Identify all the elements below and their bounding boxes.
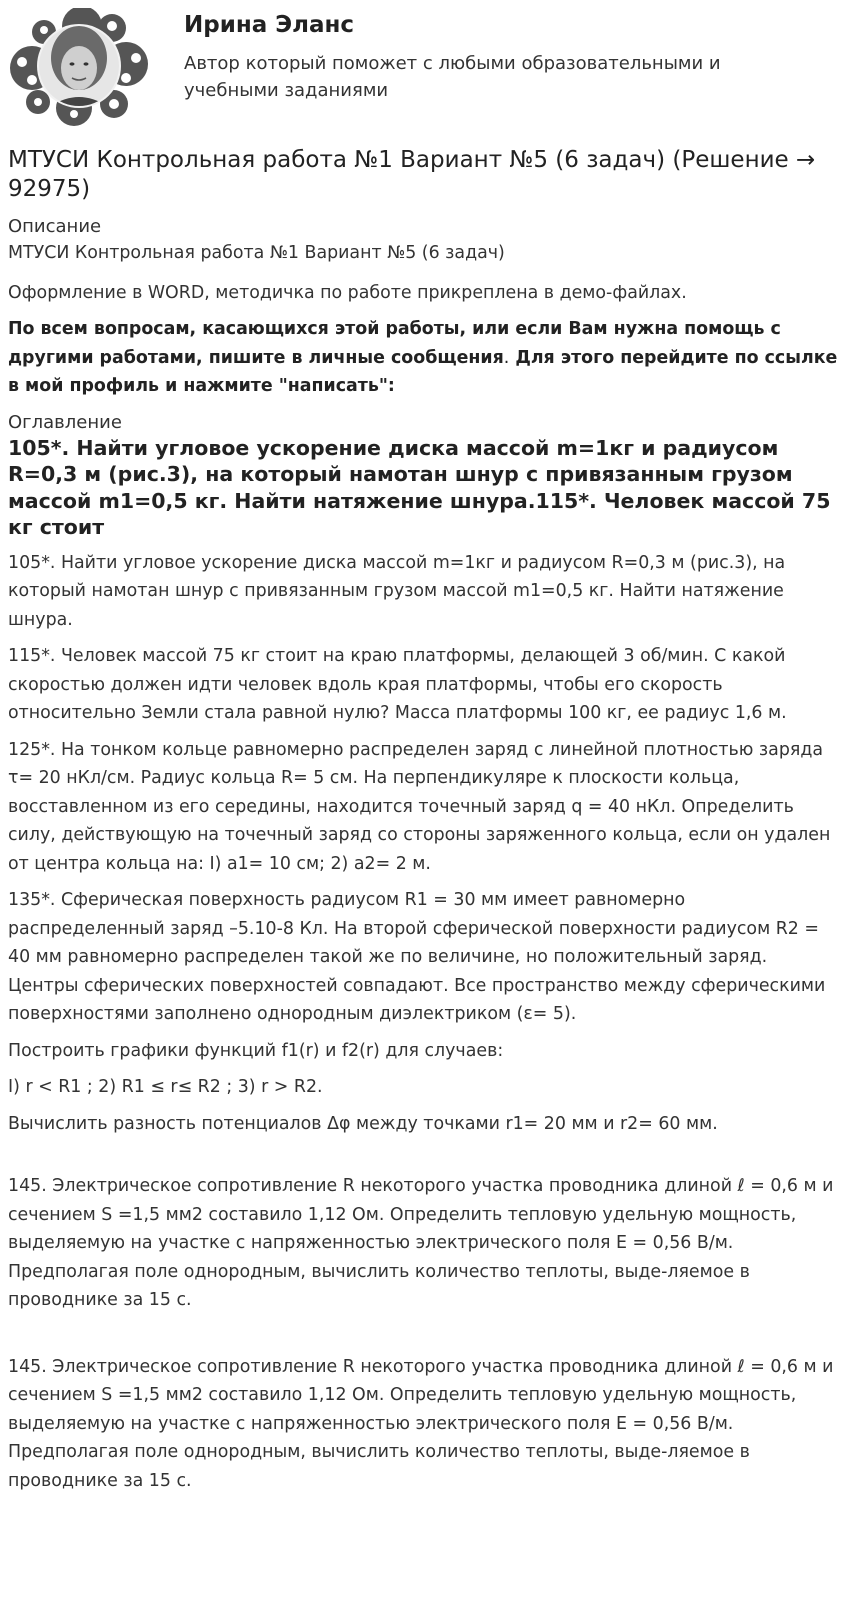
author-card — [8, 8, 838, 128]
work-content — [8, 146, 840, 1503]
description-text: МТУСИ Контрольная работа №1 Вариант №5 (6 задач) — [8, 243, 505, 263]
toc-heading: 105*. Найти угловое ускорение диска массой m=1кг и радиусом R=0,3 м (рис.3), на который намотан шнур с привязанным грузом массой m1=0,5 кг. Найти натяжение шнура.115*. Человек массой 75 кг стоит — [8, 435, 831, 539]
author-avatar[interactable] — [8, 8, 150, 126]
spacer — [8, 1146, 840, 1172]
problem-135-cases: I) r < R1 ; 2) R1 ≤ r≤ R2 ; 3) r > R2. — [8, 1077, 323, 1097]
description-label: Описание — [8, 216, 102, 237]
problem-135-potential: Вычислить разность потенциалов Δφ между точками r1= 20 мм и r2= 60 мм. — [8, 1113, 718, 1134]
problem-105: 105*. Найти угловое ускорение диска массой m=1кг и радиусом R=0,3 м (рис.3), на который намотан шнур с привязанным грузом массой m1=0,5 кг. Найти натяжение шнура. — [8, 552, 786, 630]
spacer — [8, 1323, 840, 1353]
format-note: Оформление в WORD, методичка по работе прикреплена в демо-файлах. — [8, 282, 687, 303]
page-title: МТУСИ Контрольная работа №1 Вариант №5 (6 задач) (Решение → 92975) — [8, 147, 816, 202]
contact-note-part-2: Для этого перейдите по ссылке в мой профиль и нажмите "написать": — [8, 347, 838, 396]
problem-145-second: 145. Электрическое сопротивление R некоторого участка проводника длиной ℓ = 0,6 м и сечением S =1,5 мм2 составило 1,12 Ом. Определить тепловую удельную мощность, выделяемую на участке с напряженностью электрического поля E = 0,56 В/м. Предполагая поле однородным, вычислить количество теплоты, выде-ляемое в проводнике за 15 с. — [8, 1356, 834, 1491]
problem-135: 135*. Сферическая поверхность радиусом R1 = 30 мм имеет равномерно распределенный заряд –5.10-8 Кл. На второй сферической поверхности радиусом R2 = 40 мм равномерно распределен такой же по величине, но положительный заряд. Центры сферических поверхностей совпадают. Все пространство между сферическими поверхностями заполнено однородным диэлектриком (ε= 5). — [8, 890, 826, 1024]
problem-145-first: 145. Электрическое сопротивление R некоторого участка проводника длиной ℓ = 0,6 м и сечением S =1,5 мм2 составило 1,12 Ом. Определить тепловую удельную мощность, выделяемую на участке с напряженностью электрического поля E = 0,56 В/м. Предполагая поле однородным, вычислить количество теплоты, выде-ляемое в проводнике за 15 с. — [8, 1176, 834, 1310]
contact-note-part-1: По всем вопросам, касающихся этой работы, или если Вам нужна помощь с другими работами, пишите в личные сообщения — [8, 319, 781, 368]
problem-115: 115*. Человек массой 75 кг стоит на краю платформы, делающей 3 об/мин. С какой скоростью должен идти человек вдоль края платформы, чтобы его скорость относительно Земли стала равной нулю? Масса платформы 100 кг, ее радиус 1,6 м. — [8, 646, 787, 723]
author-description: Автор который поможет с любыми образовательными и учебными заданиями — [184, 53, 721, 101]
contact-note-separator: . — [503, 347, 510, 368]
author-name[interactable]: Ирина Эланс — [184, 12, 355, 38]
problem-125: 125*. На тонком кольце равномерно распределен заряд с линейной плотностью заряда τ= 20 нКл/см. Радиус кольца R= 5 см. На перпендикуляре к плоскости кольца, восставленном из его середины, находится точечный заряд q = 40 нКл. Определить силу, действующую на точечный заряд со стороны заряженного кольца, если он удален от центра кольца на: I) a1= 10 см; 2) a2= 2 м. — [8, 739, 831, 874]
problem-135-graphs: Построить графики функций f1(r) и f2(r) для случаев: — [8, 1040, 504, 1061]
toc-label: Оглавление — [8, 411, 122, 433]
contact-note — [8, 315, 840, 401]
